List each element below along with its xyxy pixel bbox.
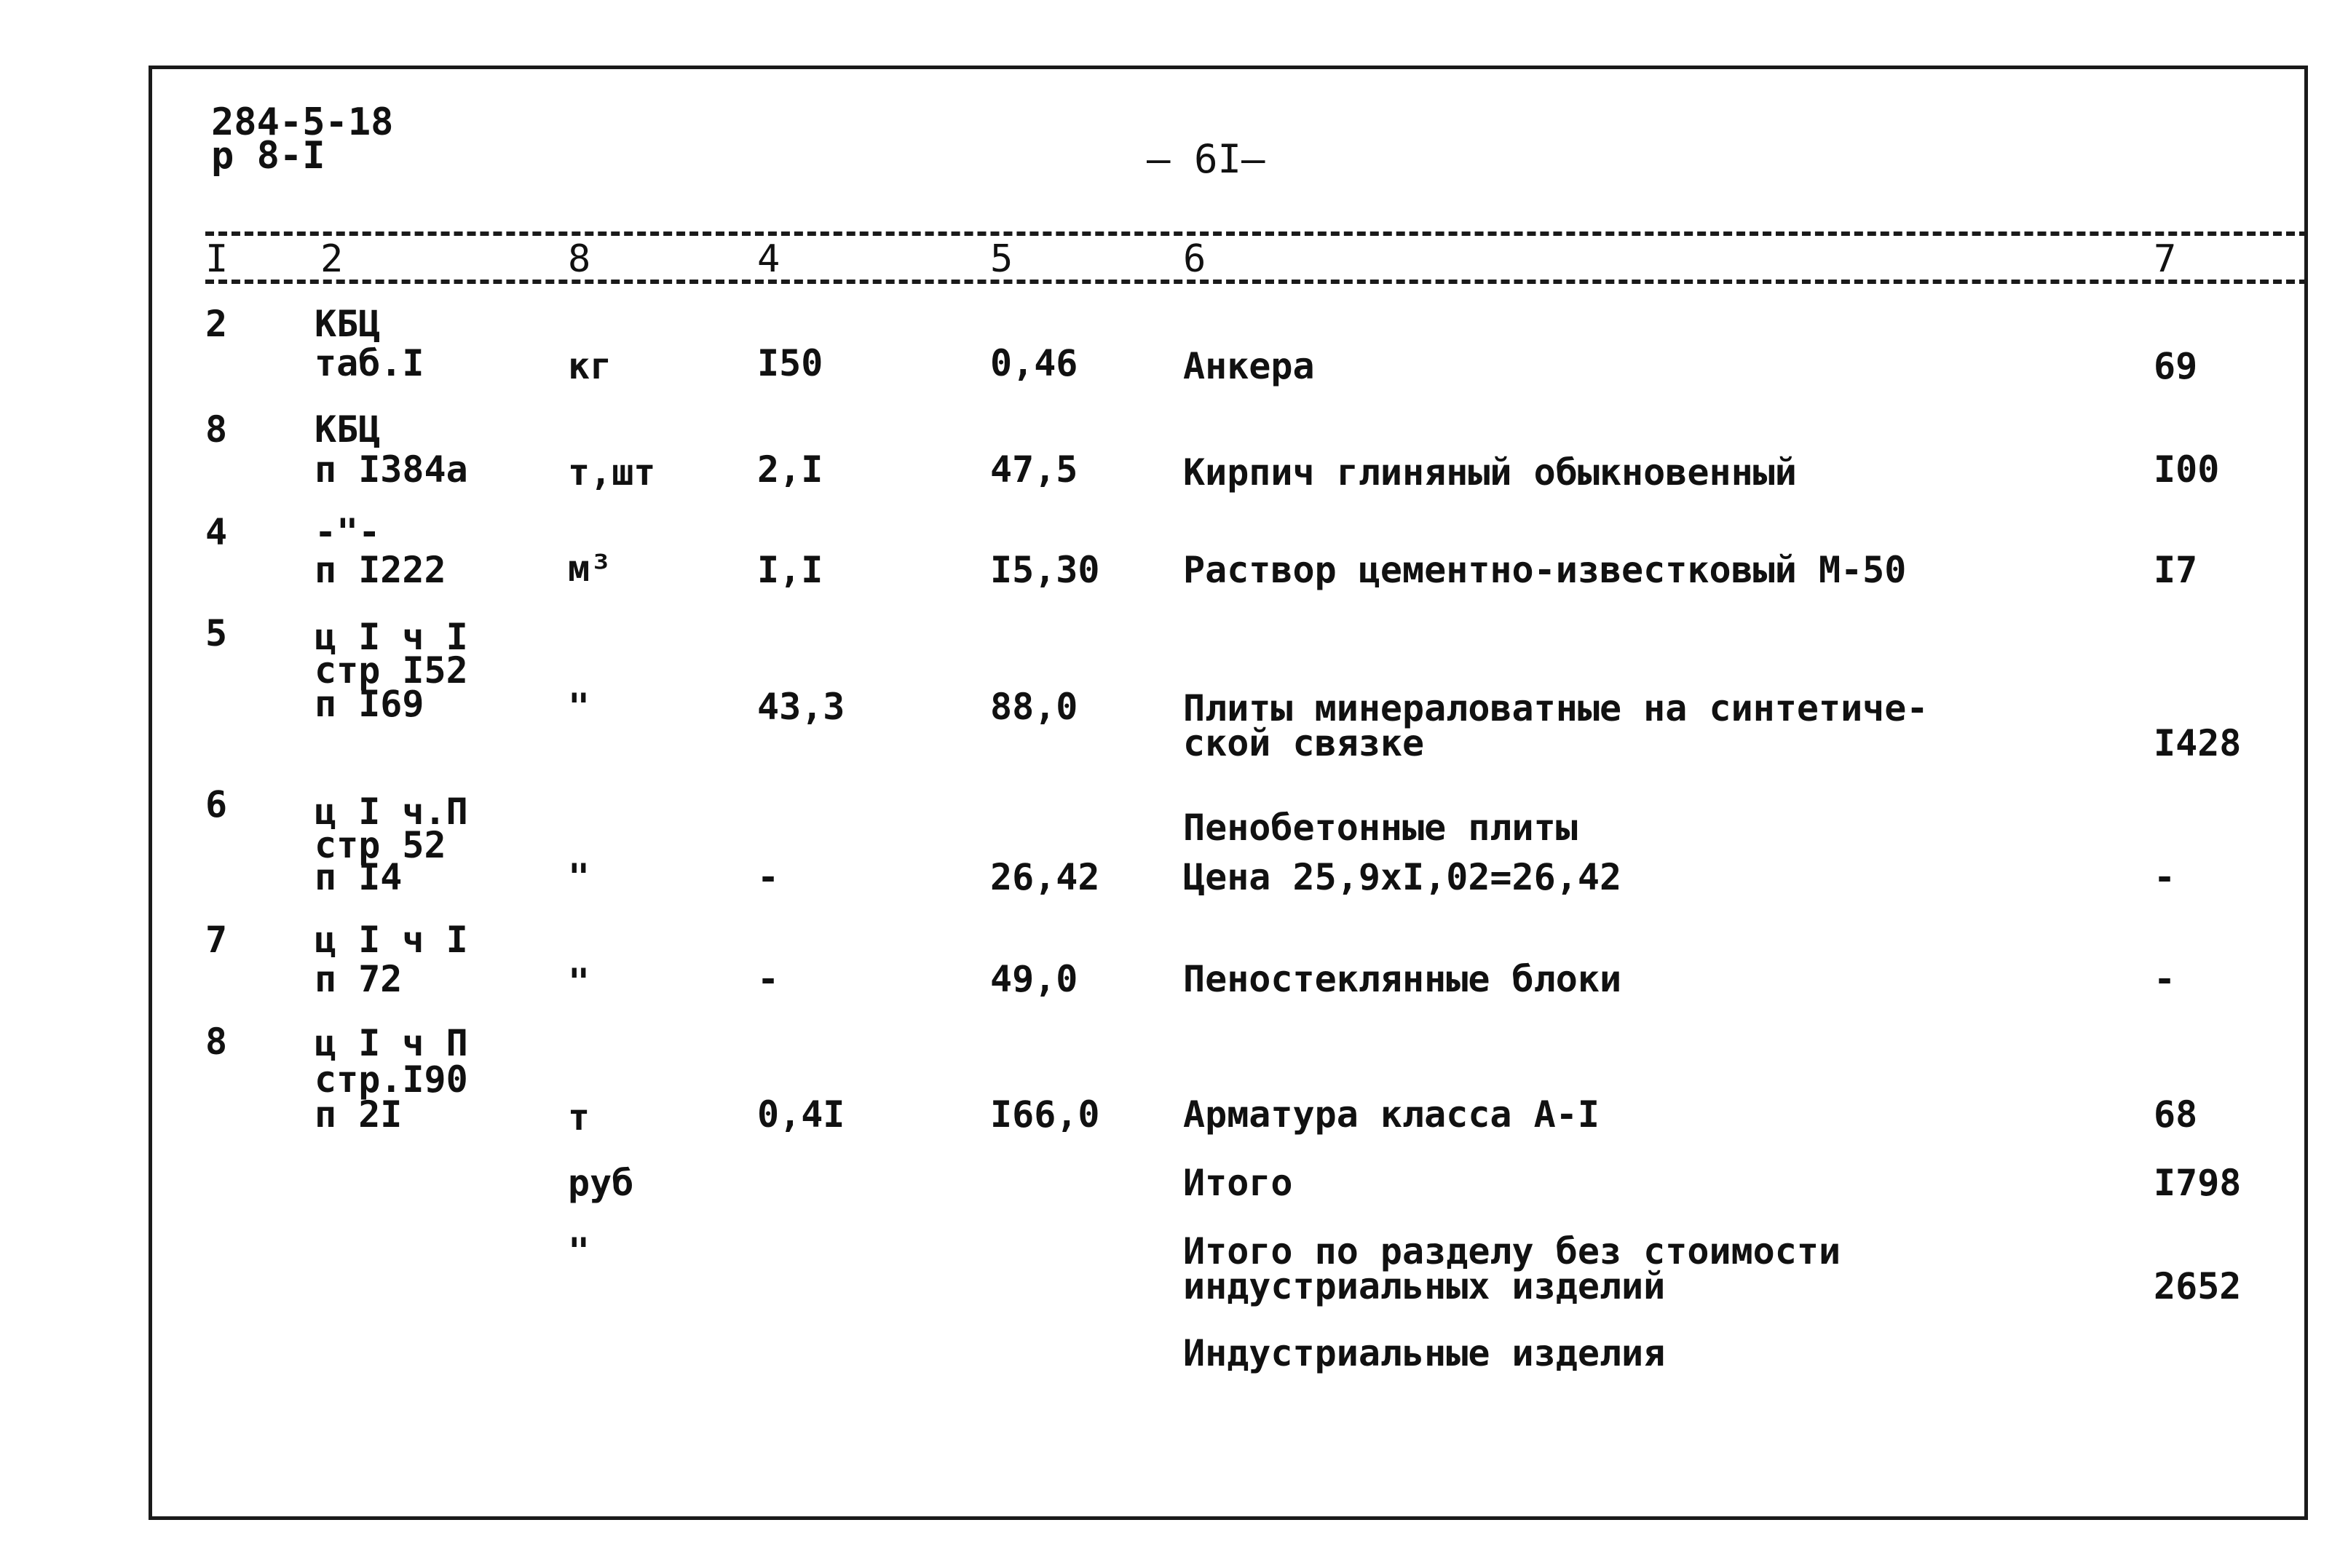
summary-unit: " — [568, 1230, 590, 1272]
row-name: Цена 25,9хI,02=26,42 — [1183, 856, 1622, 898]
row-name: ской связке — [1183, 722, 1425, 764]
row-reference: ц I ч П — [315, 1022, 468, 1064]
row-quantity: I50 — [757, 342, 823, 384]
col-header-4: 4 — [757, 237, 780, 281]
row-name: Кирпич глиняный обыкновенный — [1183, 451, 1797, 494]
summary-label: Итого — [1183, 1162, 1293, 1204]
row-unit: " — [568, 961, 590, 1003]
row-price: I5,30 — [990, 549, 1100, 591]
row-quantity: 2,I — [757, 448, 823, 491]
row-price: 0,46 — [990, 342, 1078, 384]
row-reference: таб.I — [315, 342, 424, 384]
row-unit: " — [568, 686, 590, 728]
col-header-1: I — [205, 237, 229, 281]
row-number: 7 — [205, 919, 228, 961]
row-total: I428 — [2154, 722, 2242, 764]
row-number: 5 — [205, 612, 228, 654]
row-price: 47,5 — [990, 448, 1078, 491]
row-price: 26,42 — [990, 856, 1100, 898]
row-reference: п 2I — [315, 1093, 403, 1136]
row-number: 8 — [205, 1021, 228, 1063]
row-name: Раствор цементно-известковый М-50 — [1183, 549, 1907, 591]
page-number: — 6I— — [1147, 136, 1265, 182]
col-header-3: 8 — [568, 237, 591, 281]
row-quantity: - — [757, 856, 780, 898]
row-reference: -"- — [315, 511, 381, 553]
row-reference: ц I ч.П — [315, 791, 468, 833]
row-quantity: - — [757, 958, 780, 1000]
row-reference: стр 52 — [315, 824, 446, 866]
row-reference: п I4 — [315, 856, 403, 898]
header-rule-bottom — [205, 280, 2308, 284]
row-reference: ц I ч I — [315, 919, 468, 961]
row-total: 68 — [2154, 1093, 2198, 1136]
row-price: I66,0 — [990, 1093, 1100, 1136]
summary-unit: руб — [568, 1162, 634, 1204]
row-reference: стр I52 — [315, 649, 468, 692]
row-unit: м³ — [568, 547, 612, 590]
row-reference: ц I ч I — [315, 616, 468, 658]
row-reference: КБЦ — [315, 303, 381, 345]
col-header-2: 2 — [320, 237, 344, 281]
summary-label: Итого по разделу без стоимости — [1183, 1230, 1841, 1272]
row-number: 4 — [205, 511, 228, 553]
row-name: Анкера — [1183, 345, 1315, 387]
row-quantity: 0,4I — [757, 1093, 845, 1136]
row-unit: " — [568, 856, 590, 898]
header-rule-top — [205, 231, 2308, 236]
row-reference: п I384а — [315, 448, 468, 491]
summary-label: индустриальных изделий — [1183, 1265, 1666, 1307]
row-reference: п I222 — [315, 549, 446, 591]
row-total: I7 — [2154, 549, 2198, 591]
row-number: 6 — [205, 783, 228, 825]
row-price: 49,0 — [990, 958, 1078, 1000]
row-reference: стр.I90 — [315, 1058, 468, 1101]
row-reference: КБЦ — [315, 408, 381, 451]
col-header-5: 5 — [990, 237, 1013, 281]
row-total: 69 — [2154, 345, 2198, 387]
row-total: - — [2154, 958, 2176, 1000]
row-number: 2 — [205, 303, 228, 345]
row-unit: кг — [568, 345, 612, 387]
row-name: Арматура класса А-I — [1183, 1093, 1600, 1136]
section-heading: Индустриальные изделия — [1183, 1332, 1666, 1374]
row-quantity: 43,3 — [757, 686, 845, 728]
row-name: Пенобетонные плиты — [1183, 807, 1578, 849]
row-unit: т,шт — [568, 451, 656, 494]
summary-total: 2652 — [2154, 1265, 2242, 1307]
col-header-6: 6 — [1183, 237, 1206, 281]
document-code: 284-5-18 — [211, 100, 394, 144]
summary-total: I798 — [2154, 1162, 2242, 1204]
row-name: Пеностеклянные блоки — [1183, 958, 1622, 1000]
row-number: 8 — [205, 408, 228, 451]
section-code: р 8-I — [211, 134, 325, 178]
row-total: I00 — [2154, 448, 2220, 491]
row-reference: п I69 — [315, 683, 424, 725]
row-price: 88,0 — [990, 686, 1078, 728]
row-unit: т — [568, 1096, 590, 1139]
row-total: - — [2154, 856, 2176, 898]
row-name: Плиты минераловатные на синтетиче- — [1183, 687, 1929, 729]
row-quantity: I,I — [757, 549, 823, 591]
col-header-7: 7 — [2154, 237, 2177, 281]
row-reference: п 72 — [315, 958, 403, 1000]
